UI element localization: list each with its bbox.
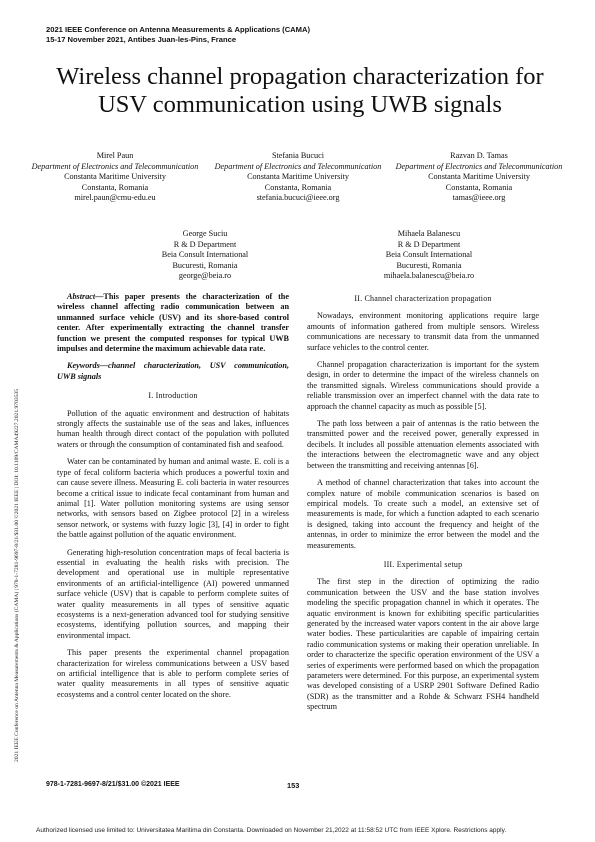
section-heading: I. Introduction xyxy=(148,391,198,401)
author-city: Constanta, Romania xyxy=(81,182,149,192)
author-block xyxy=(31,151,199,204)
left-column xyxy=(57,292,289,707)
paragraph: Generating high-resolution concentration maps of fecal bacteria is essential in evaluating the health risks with precision. The development and operational use in multiple representative environments of an artificial-intelligence (AI) powered unmanned surface vehicle (USV) that is capable to perform complete suites of water quality measurements in all types of sensitive aquatic ecosystems is a next-generation advanced tool for studying sensitive ecosystems, identifying pollution sources, and mapping their environmental impact. xyxy=(57,547,289,640)
author-organization: Constanta Maritime University xyxy=(247,172,349,181)
doi-sidebar: 2021 IEEE Conference on Antenna Measurements & Applications (CAMA) | 978-1-7281-9697-8/21/$31.00 ©2021 IEEE | DOI: 10.1109/CAMA49227.2021.9703535 xyxy=(14,388,20,762)
author-block xyxy=(121,229,289,282)
paragraph: Water can be contaminated by human and animal waste. E. coli is a type of fecal coliform bacteria which produces a powerful toxin and can cause severe illness. Measuring E. coli bacteria in water resources become a critical issue to indicate fecal contaminant from human and animal [1]. Water pollution monitoring systems are using sensor networks, with sensors based on Zigbee protocol [2] in a wireless sensor network, or systems with fuzzy logic [3], [4] in order to fight the battle against pollution of the aquatic environment. xyxy=(57,457,289,540)
author-city: Bucuresti, Romania xyxy=(396,260,462,270)
author-name: Stefania Bucuci xyxy=(271,151,325,160)
author-email: george@beia.ro xyxy=(178,271,232,280)
author-department: Department of Electronics and Telecommunication xyxy=(31,161,199,171)
author-organization: Beia Consult International xyxy=(161,250,249,259)
keywords: Keywords—channel characterization, USV communication, UWB signals xyxy=(57,361,289,381)
download-notice: Authorized licensed use limited to: Universitatea Maritima din Constanta. Downloaded on November 21,2022 at 11:58:52 UTC from IEEE Xplore. Restrictions apply. xyxy=(36,827,507,834)
author-department: Department of Electronics and Telecommunication xyxy=(214,161,382,171)
abstract-text: —This paper presents the characterization of the wireless channel affecting radio communication between an unmanned surface vehicle (USV) and its shore-based control center. After experimentally extracting the channel transfer function we present the computed responses for typical UWB impulses and determine the maximum achievable data rate. xyxy=(57,292,289,354)
paragraph: Pollution of the aquatic environment and destruction of habitats strongly affects the sustainable use of the seas and lakes, influences human health through direct contact of the population with polluted waters or through the consumption of contaminated fish and seafood. xyxy=(57,408,289,449)
page-number: 153 xyxy=(287,781,300,790)
author-city: Bucuresti, Romania xyxy=(172,260,238,270)
right-column xyxy=(307,292,539,720)
conference-dates: 15-17 November 2021, Antibes Juan-les-Pins, France xyxy=(46,35,237,44)
author-organization: Constanta Maritime University xyxy=(64,172,166,181)
abstract-label: Abstract xyxy=(67,292,96,301)
author-department: R & D Department xyxy=(397,239,461,249)
section-heading: III. Experimental setup xyxy=(383,559,463,569)
footer-isbn: 978-1-7281-9697-8/21/$31.00 ©2021 IEEE xyxy=(46,781,180,788)
author-block xyxy=(214,151,382,204)
author-city: Constanta, Romania xyxy=(445,182,513,192)
paragraph: The path loss between a pair of antennas is the ratio between the transmitted power and the received power, generally expressed in decibels. It includes all possible attenuation elements associated with the interactions between the electromagnetic wave and any object between the transmitting and receiving antennas [6]. xyxy=(307,419,539,470)
abstract xyxy=(57,292,289,354)
author-email: mihaela.balanescu@beia.ro xyxy=(383,271,475,280)
section-heading: II. Channel characterization propagation xyxy=(354,294,492,303)
author-block xyxy=(345,229,513,282)
paragraph: Channel propagation characterization is important for the system design, in order to determine the impact of the wireless channels on the transmitted signals. Wireless communications should provide a reliable transmission over an imperfect channel with the data rate to approach the channel capacity as much as possible [5]. xyxy=(307,360,539,411)
author-city: Constanta, Romania xyxy=(264,182,332,192)
conference-title: 2021 IEEE Conference on Antenna Measurements & Applications (CAMA) xyxy=(46,25,311,34)
author-organization: Constanta Maritime University xyxy=(428,172,530,181)
author-name: George Suciu xyxy=(182,229,228,238)
conference-header xyxy=(46,25,310,45)
paragraph: A method of channel characterization that takes into account the complex nature of mobile communication scenarios is based on empirical models. To create such a model, an extensive set of measurements is made, for which a function adapted to each scenario is designed, taking into account the frequency and height of the antennas, in order to minimize the error between the model and the measurements. xyxy=(307,478,539,550)
author-email: tamas@ieee.org xyxy=(452,193,506,202)
paper-title: Wireless channel propagation characterization for USV communication using UWB signals xyxy=(56,63,544,118)
author-name: Razvan D. Tamas xyxy=(450,151,508,160)
paragraph: The first step in the direction of optimizing the radio communication between the USV and the base station involves modeling the specific propagation channel in which it operates. The aquatic environment is known for exhibiting specific particularities generated by the increased water vapors content in the air above large water bodies. These particularities are capable of impairing certain radio communication systems or making their operation unreliable. In order to characterize the specific operation environment of the USV a series of experiments were performed based on which the propagation parameters were determined. For this purpose, an experimental system was developed consisting of a USRP 2901 Software Defined Radio (SDR) as the transmitter and a Rohde & Schwarz FSH4 handheld spectrum xyxy=(307,577,539,712)
author-email: stefania.bucuci@ieee.org xyxy=(256,193,340,202)
author-email: mirel.paun@cmu-edu.eu xyxy=(74,193,156,202)
author-block xyxy=(395,151,563,204)
paragraph: This paper presents the experimental channel propagation characterization for wireless communications between a USV based on artificial intelligence that is able to perform complete series of water quality measurements in all types of sensitive aquatic ecosystems and a control center located on the shore. xyxy=(57,648,289,699)
author-department: R & D Department xyxy=(173,239,237,249)
author-name: Mihaela Balanescu xyxy=(397,229,461,238)
author-organization: Beia Consult International xyxy=(385,250,473,259)
paragraph: Nowadays, environment monitoring applications require large amounts of information gathered from multiple sensors. Wireless communications are necessary to transmit data from the unmanned surface vehicles to the control center. xyxy=(307,311,539,352)
author-name: Mirel Paun xyxy=(96,151,134,160)
author-department: Department of Electronics and Telecommunication xyxy=(395,161,563,171)
